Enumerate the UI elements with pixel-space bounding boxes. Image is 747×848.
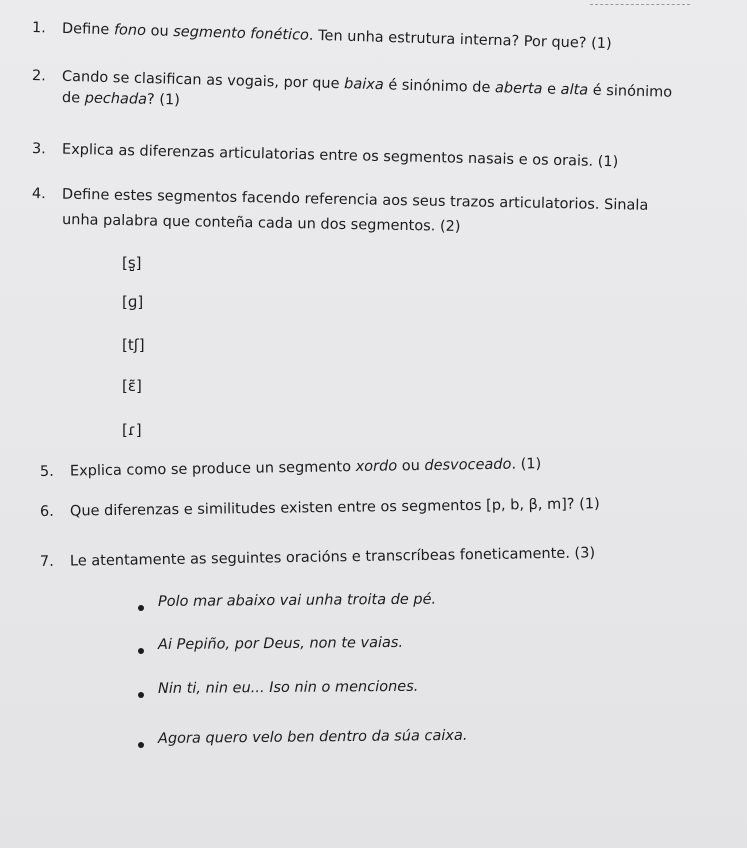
bullet-icon [138, 742, 144, 748]
sentence-4: Agora quero velo ben dentro da súa caixa. [157, 727, 468, 747]
question-number: 6. [39, 503, 54, 520]
segment-2: [ɡ] [122, 293, 144, 311]
sentence-3: Nin ti, nin eu... Iso nin o menciones. [157, 678, 419, 697]
sentence-1: Polo mar abaixo vai unha troita de pé. [157, 591, 437, 610]
bullet-icon [138, 648, 144, 654]
bullet-icon [138, 692, 144, 698]
question-2: 2. Cando se clasifican as vogais, por que baixa é sinónimo de aberta e alta é sinónimo [31, 68, 673, 101]
question-number: 4. [31, 186, 47, 203]
question-1: 1. Define fono ou segmento fonético. Ten unha estrutura interna? Por que? (1) [31, 20, 612, 53]
question-2-continuation: de pechada? (1) [61, 90, 181, 109]
segment-5: [ɾ] [122, 421, 142, 439]
question-number: 2. [31, 68, 47, 85]
question-7: 7. Le atentamente as seguintes oracións e transcríbeas foneticamente. (3) [40, 543, 595, 573]
segment-1: [s̺] [122, 254, 142, 272]
question-number: 1. [31, 20, 47, 37]
question-number: 7. [39, 553, 54, 570]
sentence-2: Ai Pepiño, por Deus, non te vaias. [157, 634, 404, 653]
question-3: 3. Explica as diferenzas articulatorias entre os segmentos nasais e os orais. (1) [31, 141, 619, 171]
question-4-continuation: unha palabra que conteña cada un dos segmentos. (2) [61, 212, 461, 235]
top-rule [590, 4, 690, 5]
segment-4: [ɛ̃] [122, 377, 142, 395]
question-6: 6. Que diferenzas e similitudes existen entre os segmentos [p, b, β, m]? (1) [40, 494, 600, 523]
segment-3: [tʃ] [122, 336, 145, 354]
question-5: 5. Explica como se produce un segmento xordo ou desvoceado. (1) [40, 454, 542, 483]
question-number: 3. [31, 141, 47, 158]
question-number: 5. [39, 463, 54, 480]
question-4: 4. Define estes segmentos facendo referencia aos seus trazos articulatorios. Sinala [31, 186, 649, 214]
bullet-icon [138, 605, 144, 611]
